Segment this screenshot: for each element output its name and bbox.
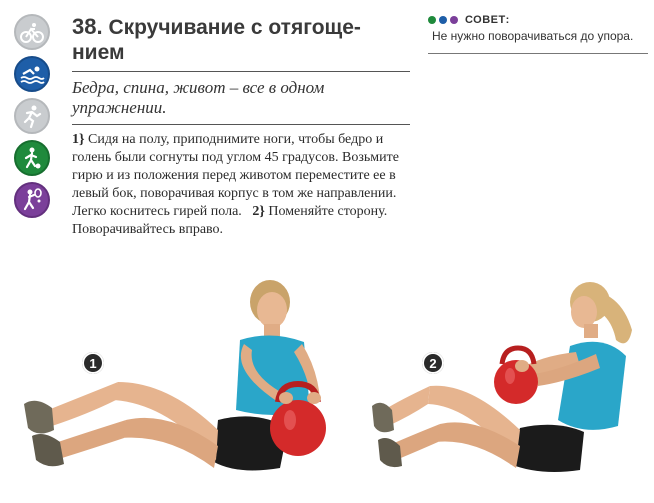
cycling-icon [14,14,50,50]
exercise-title-line1: Скручивание с отягоще- [108,16,361,39]
team-sport-icon [14,140,50,176]
exercise-subtitle: Бедра, спина, живот – все в одном упражнении. [72,78,325,117]
tip-dot-green [428,16,436,24]
running-icon [14,98,50,134]
tip-dot-purple [450,16,458,24]
exercise-title [72,10,410,65]
step1-text: Сидя на полу, приподнимите ноги, чтобы бедро и голень были согнуты под углом 45 градусов. Возьмите гирю и из положения перед животом переместите ее в левый бок, поворачивая корпус в том же направлении. Легко коснитесь гирей пола. [72,132,399,219]
exercise-text [72,10,410,239]
step2-marker: 2} [252,204,265,219]
sport-icons-sidebar [14,14,54,224]
step2-text: Поменяйте сторону. Поворачивайтесь вправо. [72,204,388,237]
step1-marker: 1} [72,132,85,147]
racket-sport-icon [14,182,50,218]
exercise-photo-1 [18,270,348,498]
tip-dot-blue [439,16,447,24]
subtitle-divider [72,124,410,125]
exercise-title-line2: нием [72,41,125,64]
exercise-photo-2 [370,270,650,498]
exercise-instructions [72,131,410,239]
step-badge-2: 2 [422,352,444,374]
swimming-icon [14,56,50,92]
step-badge-1: 1 [82,352,104,374]
tip-header [428,14,648,26]
tip-label: СОВЕТ: [465,14,510,26]
tip-box [428,14,648,54]
title-divider [72,71,410,72]
tip-text: Не нужно поворачиваться до упора. [432,29,634,43]
tip-divider [428,53,648,54]
exercise-number: 38. [72,14,103,39]
